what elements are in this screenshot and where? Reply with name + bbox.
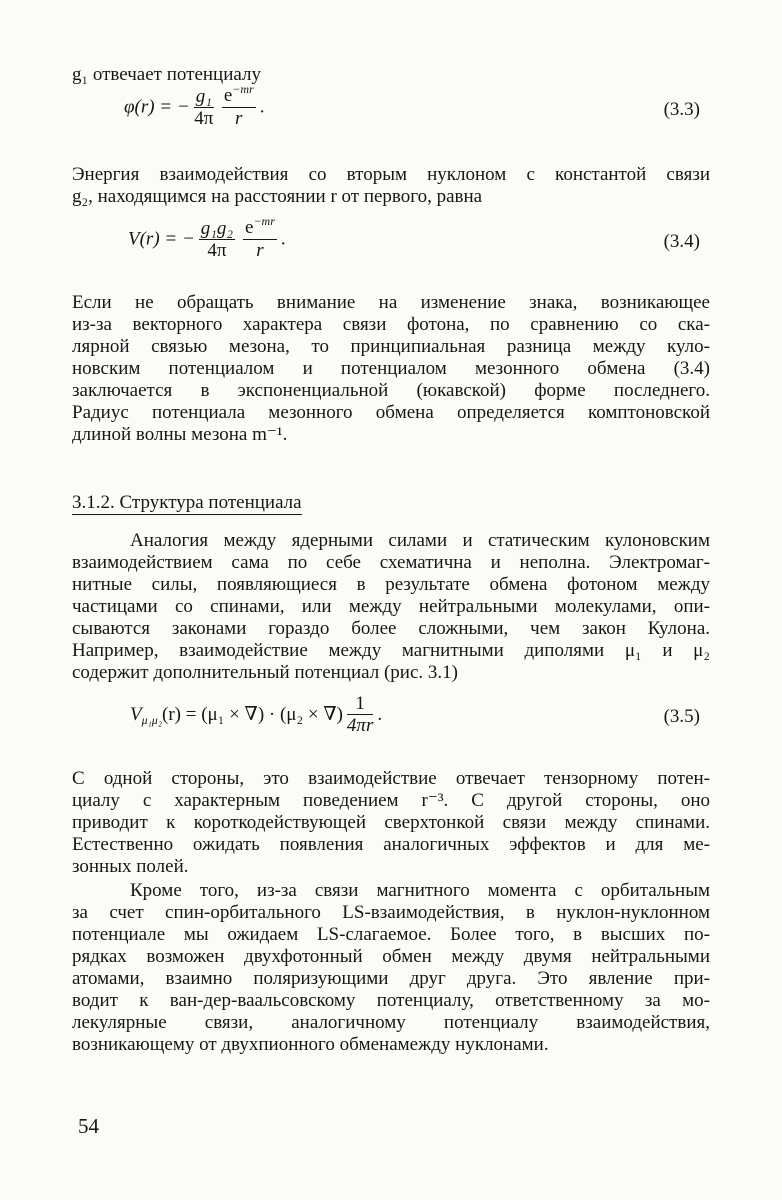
eq34-den1: 4π bbox=[207, 239, 227, 261]
para5-line: возникающему от двухпионного обменамежду нуклонами. bbox=[72, 1034, 549, 1055]
eq34-frac1 bbox=[199, 219, 235, 262]
para4-line: циалу с характерным поведением r⁻³. С другой стороны, оно bbox=[72, 790, 710, 811]
eq34-den2: r bbox=[256, 240, 264, 261]
section-heading: 3.1.2. Структура потенциала bbox=[72, 492, 302, 513]
eq35-frac bbox=[347, 694, 373, 737]
eq33-den1: 4π bbox=[194, 107, 214, 129]
para2-line: из-за векторного характера связи фотона, по сравнению со ска- bbox=[72, 314, 710, 335]
para4-line: С одной стороны, это взаимодействие отвечает тензорному потен- bbox=[72, 768, 710, 789]
para3-line: Например, взаимодействие между магнитными диполями μ₁ и μ₂ bbox=[72, 640, 710, 661]
equation-number-3-3: (3.3) bbox=[663, 99, 700, 120]
eq35-lhs: V bbox=[130, 703, 142, 725]
equation-number-3-4: (3.4) bbox=[663, 231, 700, 252]
para1-line: g₂, находящимся на расстоянии r от первого, равна bbox=[72, 186, 483, 207]
para5-line: лекулярные связи, аналогичному потенциалу взаимодействия, bbox=[72, 1012, 710, 1033]
para2-line: лярной связью мезона, то принципиальная разница между куло- bbox=[72, 336, 710, 357]
equation-number-3-5: (3.5) bbox=[663, 706, 700, 727]
para2-line: Радиус потенциала мезонного обмена определяется комптоновской bbox=[72, 402, 710, 423]
eq34-lhs: V(r) = − bbox=[128, 228, 195, 250]
eq34-tail: . bbox=[280, 228, 286, 250]
para3-line: частицами со спинами, или между нейтральными молекулами, опи- bbox=[72, 596, 710, 617]
para1-line: Энергия взаимодействия со вторым нуклоном с константой связи bbox=[72, 164, 710, 185]
eq34-frac2 bbox=[243, 214, 277, 262]
para5-line: водит к ван-дер-ваальсовскому потенциалу, ответственному за мо- bbox=[72, 990, 710, 1011]
para3-line: сываются законами гораздо более сложными, чем закон Кулона. bbox=[72, 618, 710, 639]
eq33-num2: e bbox=[223, 85, 233, 106]
para3-line: Аналогия между ядерными силами и статическим кулоновским bbox=[130, 530, 710, 551]
para2-line: новским потенциалом и потенциалом мезонного обмена (3.4) bbox=[72, 358, 710, 379]
para2-line: Если не обращать внимание на изменение знака, возникающее bbox=[72, 292, 710, 313]
page-number: 54 bbox=[78, 1114, 99, 1138]
para4-line: Естественно ожидать появления аналогичных эффектов и для ме- bbox=[72, 834, 710, 855]
para5-line: Кроме того, из-за связи магнитного момента с орбитальным bbox=[130, 880, 710, 901]
para4-line: приводит к короткодействующей сверхтонкой связи между спинами. bbox=[72, 812, 710, 833]
para3-line: взаимодействием сама по себе схематична и неполна. Электромаг- bbox=[72, 552, 710, 573]
eq34-num1: g₁g₂ bbox=[200, 217, 234, 239]
eq33-tail: . bbox=[259, 96, 265, 118]
para4-line: зонных полей. bbox=[72, 856, 189, 877]
eq35-num: 1 bbox=[347, 694, 373, 715]
eq33-num2-sup: −mr bbox=[232, 82, 254, 96]
para2-line: заключается в экспоненциальной (юкавской) форме последнего. bbox=[72, 380, 710, 401]
eq35-den: 4πr bbox=[346, 715, 374, 736]
equation-3-5 bbox=[130, 694, 382, 737]
eq33-den2: r bbox=[235, 108, 243, 129]
para5-line: потенциале мы ожидаем LS-слагаемое. Более того, в высших по- bbox=[72, 924, 710, 945]
para5-line: рядках возможен двухфотонный обмен между двумя нейтральными bbox=[72, 946, 710, 967]
para2-line: длиной волны мезона m⁻¹. bbox=[72, 424, 288, 445]
eq35-tail: . bbox=[377, 703, 383, 725]
para5-line: атомами, взаимно поляризующими друг друга. Это явление при- bbox=[72, 968, 710, 989]
eq33-lhs: φ(r) = − bbox=[124, 96, 190, 118]
eq33-frac1 bbox=[194, 87, 214, 130]
eq34-num2-sup: −mr bbox=[253, 214, 275, 228]
eq34-num2: e bbox=[245, 217, 254, 238]
eq35-mid: (r) = (μ₁ × ∇) · (μ₂ × ∇) bbox=[162, 703, 343, 725]
equation-3-3 bbox=[124, 82, 265, 130]
eq33-frac2 bbox=[222, 82, 256, 130]
eq33-num1: g₁ bbox=[195, 85, 212, 107]
eq35-lhs-sub: μ₁μ₂ bbox=[141, 712, 162, 727]
para5-line: за счет спин-орбитального LS-взаимодействия, в нуклон-нуклонном bbox=[72, 902, 710, 923]
para3-line: нитные силы, появляющиеся в результате обмена фотоном между bbox=[72, 574, 710, 595]
equation-3-4 bbox=[128, 214, 286, 262]
intro-line: g₁ отвечает потенциалу bbox=[72, 64, 261, 85]
para3-line: содержит дополнительный потенциал (рис. 3.1) bbox=[72, 662, 458, 683]
